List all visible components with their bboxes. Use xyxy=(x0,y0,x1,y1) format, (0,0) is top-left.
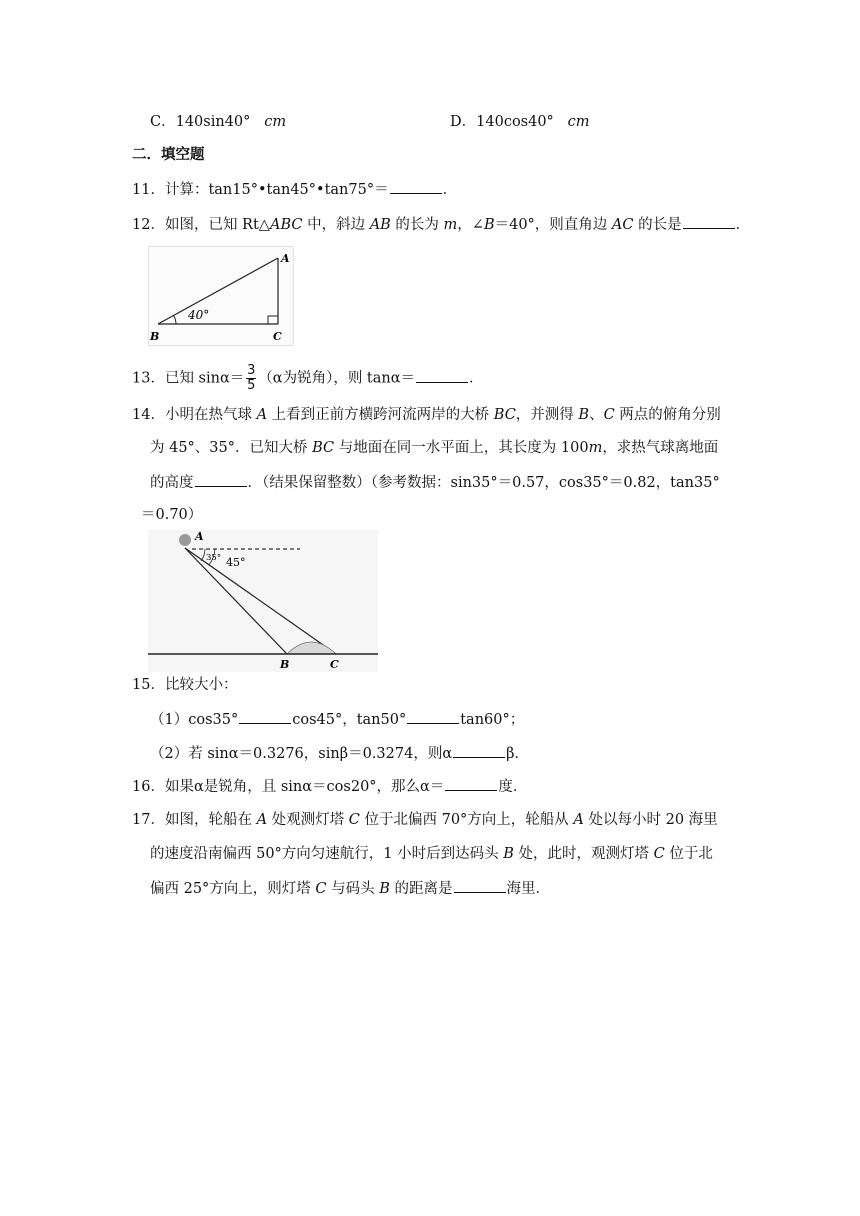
question-text: 海里． xyxy=(506,881,551,897)
option-letter: C． xyxy=(150,114,176,130)
option-c xyxy=(150,112,286,132)
question-15 xyxy=(132,675,237,695)
question-text: 处观测灯塔 xyxy=(267,812,349,828)
question-text: 两点的俯角分别 xyxy=(614,407,721,423)
question-number: 12． xyxy=(132,217,165,233)
math-var: C xyxy=(653,846,665,862)
question-13 xyxy=(132,364,484,393)
question-text: 如图，轮船在 xyxy=(164,812,257,828)
option-unit: cm xyxy=(567,114,590,130)
question-text: 的距离是 xyxy=(389,881,453,897)
question-text: 上看到正前方横跨河流两岸的大桥 xyxy=(267,407,494,423)
question-text: 小明在热气球 xyxy=(164,407,257,423)
angle-35-label: 35° xyxy=(206,553,222,563)
question-14-line-2 xyxy=(150,438,718,458)
question-text: ． xyxy=(735,217,751,233)
question-14-line-4: ＝0.70） xyxy=(141,507,203,523)
numerator: 3 xyxy=(247,363,256,378)
triangle-figure xyxy=(148,246,294,346)
question-text: 如果α是锐角，且 sinα＝cos20°，那么α＝ xyxy=(164,779,445,795)
question-text: 处以每小时 20 海里 xyxy=(583,812,718,828)
question-text: ．（结果保留整数）（参考数据：sin35°＝0.57，cos35°＝0.82，tan35° xyxy=(247,475,720,491)
question-text: ，并测得 xyxy=(515,407,579,423)
question-15-part-2 xyxy=(150,743,529,764)
question-text: 偏西 25°方向上，则灯塔 xyxy=(150,881,316,897)
question-number: 16． xyxy=(132,779,165,795)
question-text: 位于北 xyxy=(664,846,713,862)
question-text: 与地面在同一水平面上，其长度为 100 xyxy=(334,440,589,456)
question-text: 的速度沿南偏西 50°方向匀速航行，1 小时后到达码头 xyxy=(150,846,504,862)
section-title: 二．填空题 xyxy=(132,147,205,163)
math-var: A xyxy=(573,812,584,828)
balloon-figure xyxy=(148,530,378,672)
question-15-part-1 xyxy=(150,709,524,730)
question-text: 与码头 xyxy=(326,881,380,897)
option-d xyxy=(450,112,590,132)
vertex-c-label: C xyxy=(273,330,282,343)
question-number: 13． xyxy=(132,370,165,387)
question-text: 处，此时，观测灯塔 xyxy=(513,846,654,862)
question-17-line-2 xyxy=(150,844,713,864)
math-var: C xyxy=(603,407,615,423)
math-var: B xyxy=(483,217,495,233)
option-unit: cm xyxy=(264,114,287,130)
question-number: 14． xyxy=(132,407,165,423)
question-text: 比较大小： xyxy=(164,677,238,693)
math-var: A xyxy=(256,407,268,423)
question-text: ． xyxy=(469,370,484,387)
math-var: m xyxy=(588,440,603,456)
vertex-a-label: A xyxy=(281,252,290,265)
question-16 xyxy=(132,776,527,797)
question-text: 计算：tan15°•tan45°•tan75°＝ xyxy=(164,182,389,198)
option-text: 140cos40° xyxy=(476,114,554,130)
question-text: β． xyxy=(506,746,529,762)
question-text: ，∠ xyxy=(457,217,484,233)
point-a-label: A xyxy=(195,530,204,543)
math-var: B xyxy=(503,846,514,862)
question-text: cos45°，tan50° xyxy=(292,712,407,728)
answer-blank[interactable] xyxy=(239,709,291,724)
question-11 xyxy=(132,179,457,200)
point-b-label: B xyxy=(280,658,290,671)
option-letter: D． xyxy=(450,114,477,130)
option-text: 140sin40° xyxy=(175,114,251,130)
math-var: B xyxy=(578,407,590,423)
answer-blank[interactable] xyxy=(453,743,505,758)
math-var: BC xyxy=(493,407,516,423)
point-c-label: C xyxy=(330,658,339,671)
question-text: 的高度 xyxy=(150,475,194,491)
denominator: 5 xyxy=(247,378,256,393)
question-17-line-3 xyxy=(150,878,550,899)
question-text: （2）若 sinα＝0.3276，sinβ＝0.3274，则α xyxy=(150,746,453,762)
question-12 xyxy=(132,214,750,235)
question-text: 中，斜边 xyxy=(302,217,370,233)
answer-blank[interactable] xyxy=(416,368,468,383)
question-14-line-1 xyxy=(132,405,721,425)
math-var: m xyxy=(443,217,458,233)
question-text: 如图，已知 Rt△ xyxy=(164,217,270,233)
fraction xyxy=(246,364,256,393)
math-var: ABC xyxy=(269,217,303,233)
math-var: C xyxy=(348,812,360,828)
math-var: C xyxy=(315,881,327,897)
figure-background xyxy=(148,530,378,672)
question-14-line-3 xyxy=(150,472,720,493)
vertex-b-label: B xyxy=(150,330,160,343)
math-var: B xyxy=(379,881,390,897)
question-number: 17． xyxy=(132,812,165,828)
question-text: （1）cos35° xyxy=(150,712,239,728)
question-text: 度． xyxy=(498,779,528,795)
angle-45-label: 45° xyxy=(226,556,246,569)
question-number: 15． xyxy=(132,677,165,693)
question-text: 、 xyxy=(589,407,604,423)
math-var: A xyxy=(256,812,268,828)
angle-label: 40° xyxy=(188,308,210,322)
math-var: AC xyxy=(611,217,634,233)
answer-blank[interactable] xyxy=(407,709,459,724)
answer-blank[interactable] xyxy=(683,214,735,229)
question-text: ，求热气球离地面 xyxy=(602,440,719,456)
answer-blank[interactable] xyxy=(454,878,506,893)
question-17-line-1 xyxy=(132,810,718,830)
balloon-icon xyxy=(179,534,191,546)
question-text: 的长为 xyxy=(390,217,444,233)
question-text: 已知 sinα＝ xyxy=(164,370,245,387)
answer-blank[interactable] xyxy=(390,179,442,194)
math-var: AB xyxy=(369,217,391,233)
question-text: ＝40°，则直角边 xyxy=(494,217,612,233)
question-text: 位于北偏西 70°方向上，轮船从 xyxy=(359,812,574,828)
question-number: 11． xyxy=(132,182,165,198)
answer-blank[interactable] xyxy=(195,472,247,487)
question-text: ． xyxy=(442,182,458,198)
question-text: 为 45°、35°．已知大桥 xyxy=(150,440,313,456)
math-var: BC xyxy=(312,440,335,456)
answer-blank[interactable] xyxy=(445,776,497,791)
question-text: tan60°； xyxy=(460,712,525,728)
question-text: （α为锐角），则 tanα＝ xyxy=(258,370,416,387)
question-text: 的长是 xyxy=(633,217,682,233)
